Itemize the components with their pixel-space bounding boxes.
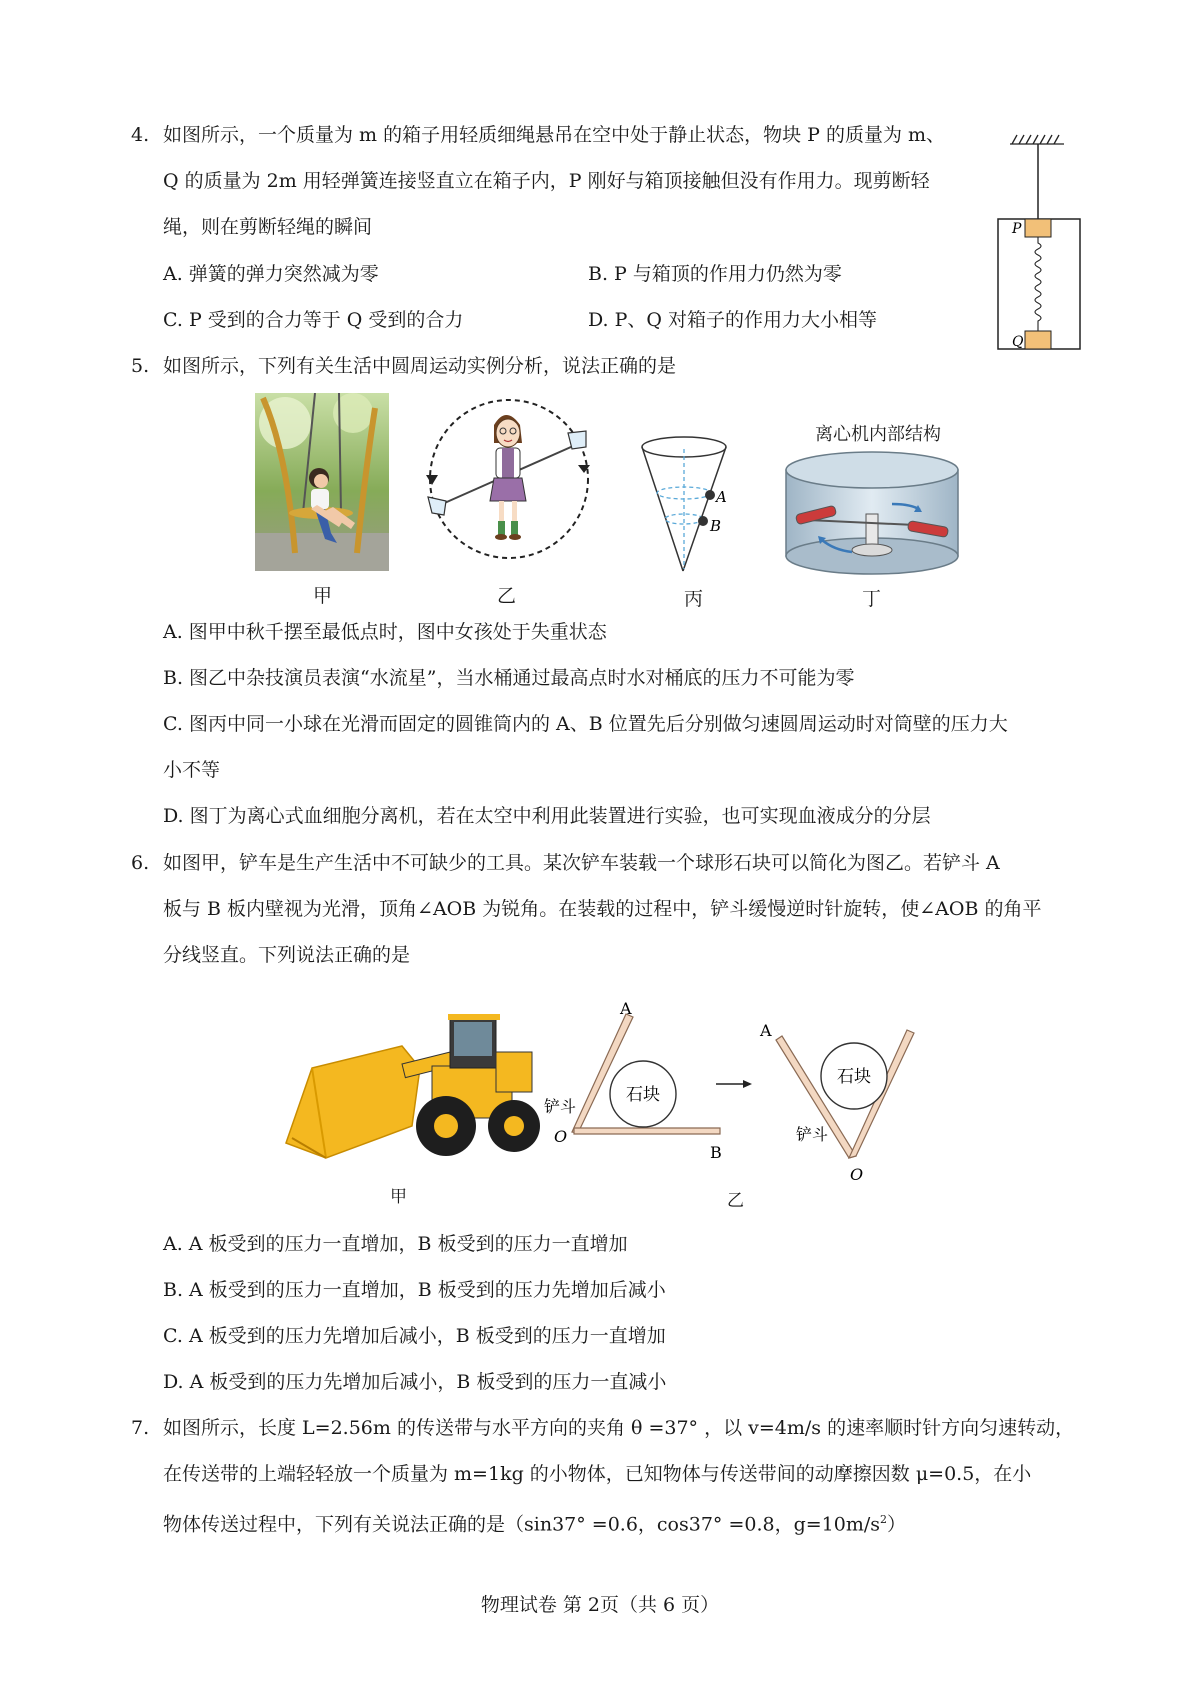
cone-top-rim <box>642 437 726 457</box>
q6-option-a: A. A 板受到的压力一直增加，B 板受到的压力一直增加 <box>163 1233 628 1255</box>
q6-number: 6. <box>131 852 150 874</box>
bucket <box>286 1046 420 1158</box>
cone-right-wall <box>683 447 726 571</box>
label-o-right: O <box>850 1165 864 1180</box>
drum-top <box>786 452 958 488</box>
q5-option-c-line-2: 小不等 <box>163 759 221 781</box>
q5-option-c-line-1: C. 图丙中同一小球在光滑而固定的圆锥筒内的 A、B 位置先后分别做匀速圆周运动时对筒壁的压力大 <box>163 713 1008 735</box>
water-meteor-figure <box>422 393 597 568</box>
label-b: B <box>710 517 722 535</box>
q4-stem-line-3: 绳，则在剪断轻绳的瞬间 <box>163 216 373 238</box>
q5-option-a: A. 图甲中秋千摆至最低点时，图中女孩处于失重状态 <box>163 621 607 643</box>
q7-number: 7. <box>131 1417 150 1439</box>
q6-stem-line-3: 分线竖直。下列说法正确的是 <box>163 944 411 966</box>
label-o-left: O <box>554 1127 568 1146</box>
ball-b <box>698 516 708 526</box>
caption-ding: 丁 <box>862 588 882 610</box>
q6-option-c: C. A 板受到的压力先增加后减小，B 板受到的压力一直增加 <box>163 1325 666 1347</box>
q6-stem-line-2: 板与 B 板内壁视为光滑，顶角∠AOB 为锐角。在装载的过程中，铲斗缓慢逆时针旋转，使∠AOB 的角平 <box>163 898 1042 920</box>
q4-option-a: A. 弹簧的弹力突然减为零 <box>163 263 379 285</box>
q6-stem-line-1: 如图甲，铲车是生产生活中不可缺少的工具。某次铲车装载一个球形石块可以简化为图乙。若铲斗 A <box>163 852 1000 874</box>
loader-photo <box>282 1008 542 1163</box>
q7-superscript: 2 <box>880 1513 888 1526</box>
q5-number: 5. <box>131 355 150 377</box>
label-bucket-left: 铲斗 <box>544 1097 577 1116</box>
transition-arrow <box>716 1080 752 1088</box>
caption-q6-jia: 甲 <box>390 1187 407 1207</box>
q4-option-c: C. P 受到的合力等于 Q 受到的合力 <box>163 309 464 331</box>
cone-figure <box>640 435 740 575</box>
label-bucket-right: 铲斗 <box>796 1125 829 1144</box>
spring <box>1035 237 1041 331</box>
label-stone-right: 石块 <box>837 1067 871 1087</box>
centrifuge-title: 离心机内部结构 <box>815 424 941 445</box>
block-q <box>1025 331 1051 349</box>
q7-stem-line-3-text: 物体传送过程中，下列有关说法正确的是（sin37° =0.6，cos37° =0.8，g=10m/s <box>163 1513 881 1536</box>
label-b-left: B <box>710 1143 722 1162</box>
q4-option-b: B. P 与箱顶的作用力仍然为零 <box>588 263 842 285</box>
ball-a <box>705 490 715 500</box>
q4-number: 4. <box>131 124 150 146</box>
block-p <box>1025 219 1051 237</box>
label-q: Q <box>1012 334 1024 350</box>
page-footer: 物理试卷 第 2页（共 6 页） <box>480 1594 720 1616</box>
q6-option-b: B. A 板受到的压力一直增加，B 板受到的压力先增加后减小 <box>163 1279 666 1301</box>
q5-option-d: D. 图丁为离心式血细胞分离机，若在太空中利用此装置进行实验，也可实现血液成分的分层 <box>163 805 931 827</box>
arrow-left-up <box>426 475 438 485</box>
post-base <box>852 544 892 556</box>
q4-stem-line-1: 如图所示，一个质量为 m 的箱子用轻质细绳悬吊在空中处于静止状态，物块 P 的质量为 m、 <box>163 124 946 146</box>
label-a-left: A <box>620 1000 632 1018</box>
q4-stem-line-2: Q 的质量为 2m 用轻弹簧连接竖直立在箱子内，P 刚好与箱顶接触但没有作用力。现剪断轻 <box>163 170 930 192</box>
config-before <box>544 1000 722 1162</box>
centrifuge-figure <box>782 448 962 578</box>
performer-girl <box>490 415 526 540</box>
center-post <box>866 514 878 548</box>
ceiling-hatch <box>1010 135 1064 144</box>
swing-photo <box>255 393 389 571</box>
q7-stem-line-2: 在传送带的上端轻轻放一个质量为 m=1kg 的小物体，已知物体与传送带间的动摩擦因数 μ=0.5，在小 <box>163 1463 1032 1485</box>
caption-jia: 甲 <box>313 585 333 607</box>
q5-stem: 如图所示，下列有关生活中圆周运动实例分析，说法正确的是 <box>163 355 677 377</box>
caption-yi: 乙 <box>497 585 517 607</box>
cone-left-wall <box>642 447 683 571</box>
engine-hood <box>496 1052 532 1092</box>
label-p: P <box>1012 221 1022 237</box>
q7-stem-line-1: 如图所示，长度 L=2.56m 的传送带与水平方向的夹角 θ =37° ，以 v=4m/s 的速率顺时针方向匀速转动， <box>163 1417 1075 1439</box>
label-stone-left: 石块 <box>626 1085 660 1105</box>
caption-q6-yi: 乙 <box>727 1191 744 1211</box>
q6-option-d: D. A 板受到的压力先增加后减小，B 板受到的压力一直减小 <box>163 1371 667 1393</box>
q4-box-spring-figure <box>990 130 1090 355</box>
label-a-right: A <box>760 1021 772 1040</box>
q7-stem-line-3 <box>163 1508 906 1536</box>
bucket-stone-diagram <box>540 1000 930 1180</box>
plate-ob-left <box>574 1128 720 1134</box>
caption-bing: 丙 <box>684 588 704 610</box>
q7-stem-line-3-close: ） <box>887 1513 907 1536</box>
config-after <box>759 1021 914 1180</box>
q4-option-d: D. P、Q 对箱子的作用力大小相等 <box>588 309 878 331</box>
label-a: A <box>716 488 727 506</box>
bucket-left <box>428 497 446 515</box>
q5-option-b: B. 图乙中杂技演员表演“水流星”，当水桶通过最高点时水对桶底的压力不可能为零 <box>163 667 855 689</box>
